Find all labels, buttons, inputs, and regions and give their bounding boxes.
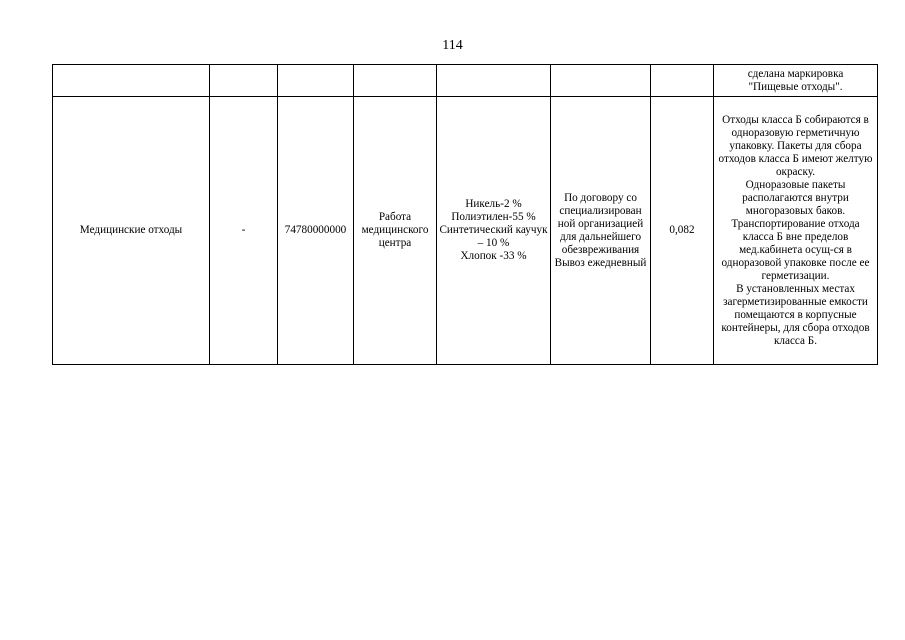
cell-amount (651, 65, 714, 97)
cell-handling: По договору со специализирован ной организацией для дальнейшего обезвреживания Вывоз ежедневный (551, 97, 651, 365)
page-number: 114 (442, 38, 463, 53)
cell-code (278, 65, 354, 97)
cell-hazard (210, 65, 278, 97)
cell-source: Работа медицинского центра (354, 97, 437, 365)
cell-waste-name: Медицинские отходы (53, 97, 210, 365)
cell-note: Отходы класса Б собираются в одноразовую герметичную упаковку. Пакеты для сбора отходов класса Б имеют желтую окраску. Одноразовые пакеты располагаются внутри многоразовых баков. Транспортирование отхода класса Б вне пределов мед.кабинета осущ-ся в одноразовой упаковке после ее герметизации. В установленных местах загерметизированные емкости помещаются в корпусные контейнеры, для сбора отходов класса Б. (714, 97, 878, 365)
cell-hazard: - (210, 97, 278, 365)
cell-source (354, 65, 437, 97)
table-row (53, 97, 878, 365)
cell-composition: Никель-2 % Полиэтилен-55 % Синтетический каучук – 10 % Хлопок -33 % (437, 97, 551, 365)
cell-waste-name (53, 65, 210, 97)
table-row (53, 65, 878, 97)
cell-note: сделана маркировка "Пищевые отходы". (714, 65, 878, 97)
cell-composition (437, 65, 551, 97)
cell-code: 74780000000 (278, 97, 354, 365)
cell-amount: 0,082 (651, 97, 714, 365)
cell-handling (551, 65, 651, 97)
waste-table (52, 64, 878, 365)
